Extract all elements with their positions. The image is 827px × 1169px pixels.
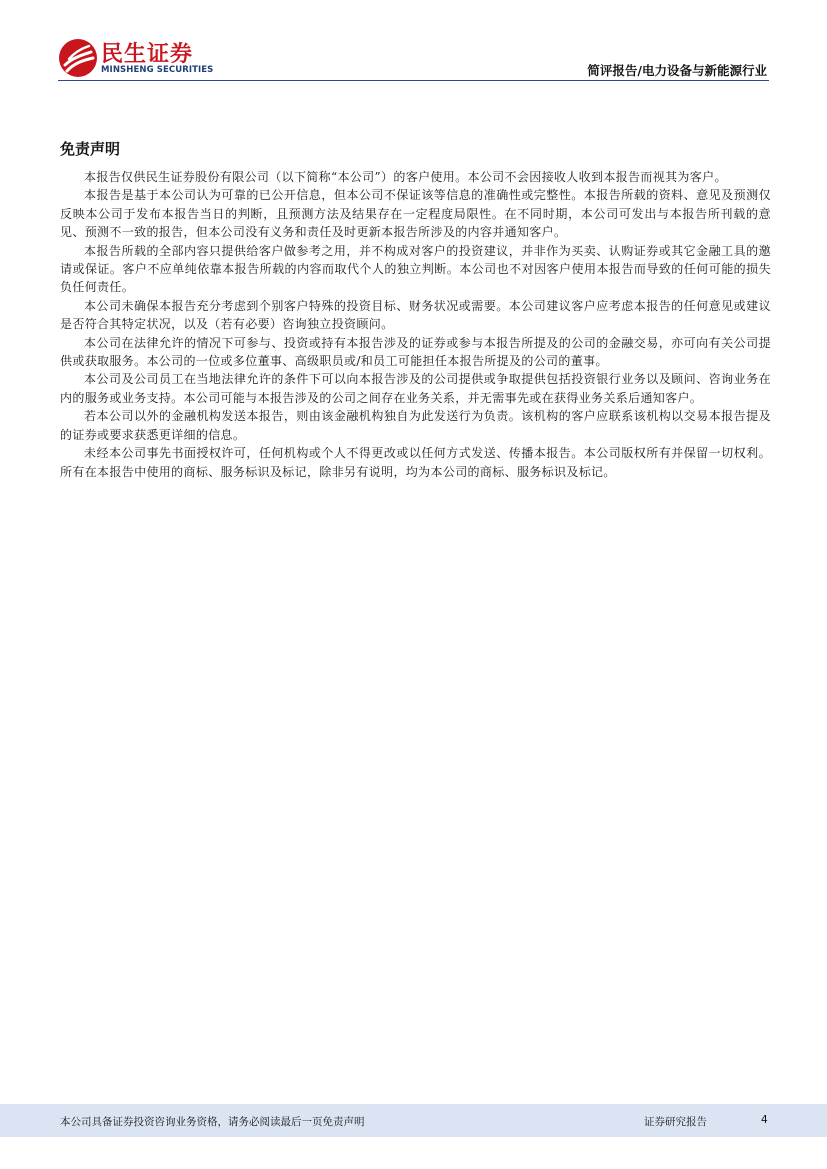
logo-english-name: MINSHENG SECURITIES — [101, 65, 214, 75]
minsheng-logo — [58, 38, 218, 80]
disclaimer-paragraph: 本报告是基于本公司认为可靠的已公开信息，但本公司不保证该等信息的准确性或完整性。本报告所载的资料、意见及预测仅反映本公司于发布本报告当日的判断，且预测方法及结果存在一定程度局限性。在不同时期，本公司可发出与本报告所刊载的意见、预测不一致的报告，但本公司没有义务和责任及时更新本报告所涉及的内容并通知客户。 — [60, 188, 771, 240]
disclaimer-paragraph: 本公司及公司员工在当地法律允许的条件下可以向本报告涉及的公司提供或争取提供包括投资银行业务以及顾问、咨询业务在内的服务或业务支持。本公司可能与本报告涉及的公司之间存在业务关系，并无需事先或在获得业务关系后通知客户。 — [60, 372, 771, 405]
disclaimer-paragraph: 若本公司以外的金融机构发送本报告，则由该金融机构独自为此发送行为负责。该机构的客户应联系该机构以交易本报告提及的证券或要求获悉更详细的信息。 — [60, 409, 771, 442]
disclaimer-body — [60, 168, 771, 481]
page-footer — [0, 1104, 827, 1137]
disclaimer-paragraph: 本公司在法律允许的情况下可参与、投资或持有本报告涉及的证券或参与本报告所提及的公司的金融交易，亦可向有关公司提供或获取服务。本公司的一位或多位董事、高级职员或/和员工可能担任本报告所提及的公司的董事。 — [60, 335, 771, 369]
report-category: 简评报告/电力设备与新能源行业 — [587, 63, 767, 78]
disclaimer-paragraph: 未经本公司事先书面授权许可，任何机构或个人不得更改或以任何方式发送、传播本报告。本公司版权所有并保留一切权利。所有在本报告中使用的商标、服务标识及标记，除非另有说明，均为本公司的商标、服务标识及标记。 — [60, 446, 771, 479]
disclaimer-paragraph: 本报告所载的全部内容只提供给客户做参考之用，并不构成对客户的投资建议，并非作为买卖、认购证券或其它金融工具的邀请或保证。客户不应单纯依靠本报告所载的内容而取代个人的独立判断。本公司也不对因客户使用本报告而导致的任何可能的损失负任何责任。 — [60, 243, 771, 295]
header-divider — [58, 80, 769, 81]
minsheng-emblem-icon — [58, 38, 98, 78]
logo-chinese-name: 民生证券 — [101, 42, 194, 67]
disclaimer-title: 免责声明 — [60, 140, 121, 158]
page-number: 4 — [761, 1114, 768, 1126]
footer-notice: 本公司具备证券投资咨询业务资格，请务必阅读最后一页免责声明 — [60, 1116, 365, 1128]
disclaimer-paragraph: 本公司未确保本报告充分考虑到个别客户特殊的投资目标、财务状况或需要。本公司建议客户应考虑本报告的任何意见或建议是否符合其特定状况，以及（若有必要）咨询独立投资顾问。 — [60, 298, 771, 332]
footer-report-type: 证券研究报告 — [644, 1116, 707, 1128]
page-header — [0, 0, 827, 90]
disclaimer-paragraph: 本报告仅供民生证券股份有限公司（以下简称“本公司”）的客户使用。本公司不会因接收人收到本报告而视其为客户。 — [84, 170, 727, 184]
